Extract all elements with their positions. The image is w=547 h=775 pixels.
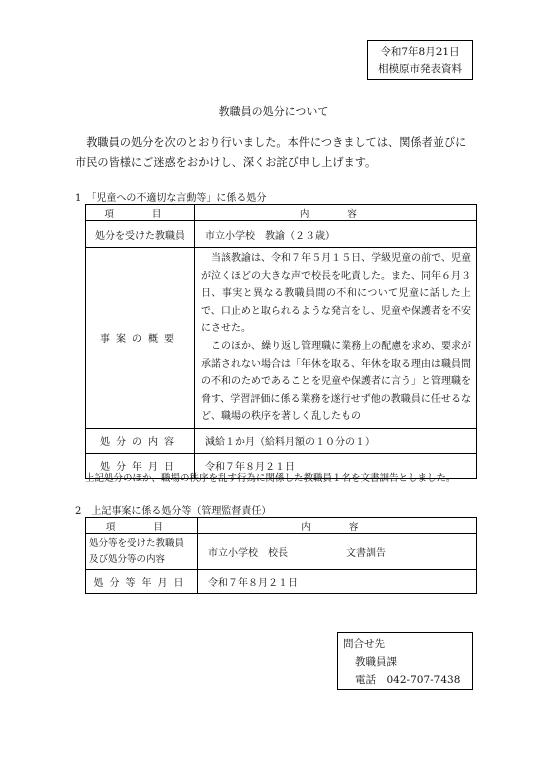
subject-label-line1: 処分等を受けた教職員 (89, 537, 185, 549)
subject-label: 処分を受けた教職員 (86, 221, 195, 248)
case-paragraph-1: 当該教諭は、令和７年５月１５日、学級児童の前で、児童が泣くほどの大きな声で校長を叱責した。また、同年６月３日、事実と異なる教職員間の不和について児童に話した上で、口止めと取られるような発言をし、児童や保護者を不安にさせた。 (201, 253, 471, 335)
date-box (367, 40, 473, 80)
contact-title: 問合せ先 (343, 638, 385, 650)
issuer: 相模原市発表資料 (378, 63, 462, 75)
intro-text: 教職員の処分を次のとおり行いました。本件につきましては、関係者並びに市民の皆様にご迷惑をおかけし、深くお詫び申し上げます。 (75, 136, 467, 169)
penalty-value: 減給１か月（給料月額の１０分の１） (195, 428, 477, 453)
contact-phone: 電話 042-707-7438 (355, 674, 461, 686)
subject-value: 市立小学校 教諭（２３歳） (195, 221, 477, 248)
release-date: 令和7年8月21日 (380, 46, 460, 58)
section2-heading: 2 上記事案に係る処分等（管理監督責任） (75, 506, 272, 517)
col-content-header: 内 容 (195, 205, 477, 221)
section1-table (85, 204, 477, 479)
section1-heading: 1 「児童への不適切な言動等」に係る処分 (75, 193, 267, 204)
col-item-header: 項 目 (86, 518, 198, 534)
subject-penalty: 文書訓告 (338, 534, 477, 570)
penalty-label: 処分の内容 (86, 428, 195, 453)
case-description (195, 248, 477, 429)
date-value: 令和７年８月２１日 (198, 570, 477, 594)
subject-label (86, 534, 198, 570)
subject-label-line2: 及び処分等の内容 (89, 553, 166, 565)
date-label: 処分等年月日 (86, 570, 198, 594)
contact-box (337, 632, 473, 690)
subject-value: 市立小学校 校長 (198, 534, 339, 570)
contact-dept: 教職員課 (355, 656, 397, 668)
col-content-header: 内 容 (198, 518, 477, 534)
col-item-header: 項 目 (86, 205, 195, 221)
case-label: 事案の概要 (86, 248, 195, 429)
section2-table (85, 517, 477, 594)
section1-note: 上記処分のほか、職場の秩序を乱す行為に関係した教職員１名を文書訓告としました。 (85, 473, 456, 484)
date-value: 令和７年８月２１日 (195, 453, 477, 478)
page-title: 教職員の処分について (218, 105, 329, 118)
date-label: 処分年月日 (86, 453, 195, 478)
case-paragraph-2: このほか、繰り返し管理職に業務上の配慮を求め、要求が承諾されない場合は「年休を取る、年休を取る理由は職員間の不和のためであることを児童や保護者に言う」と管理職を脅す、学習評価に係る業務を遂行せず他の教職員に任せるなど、職場の秩序を著しく乱したもの (201, 340, 471, 423)
